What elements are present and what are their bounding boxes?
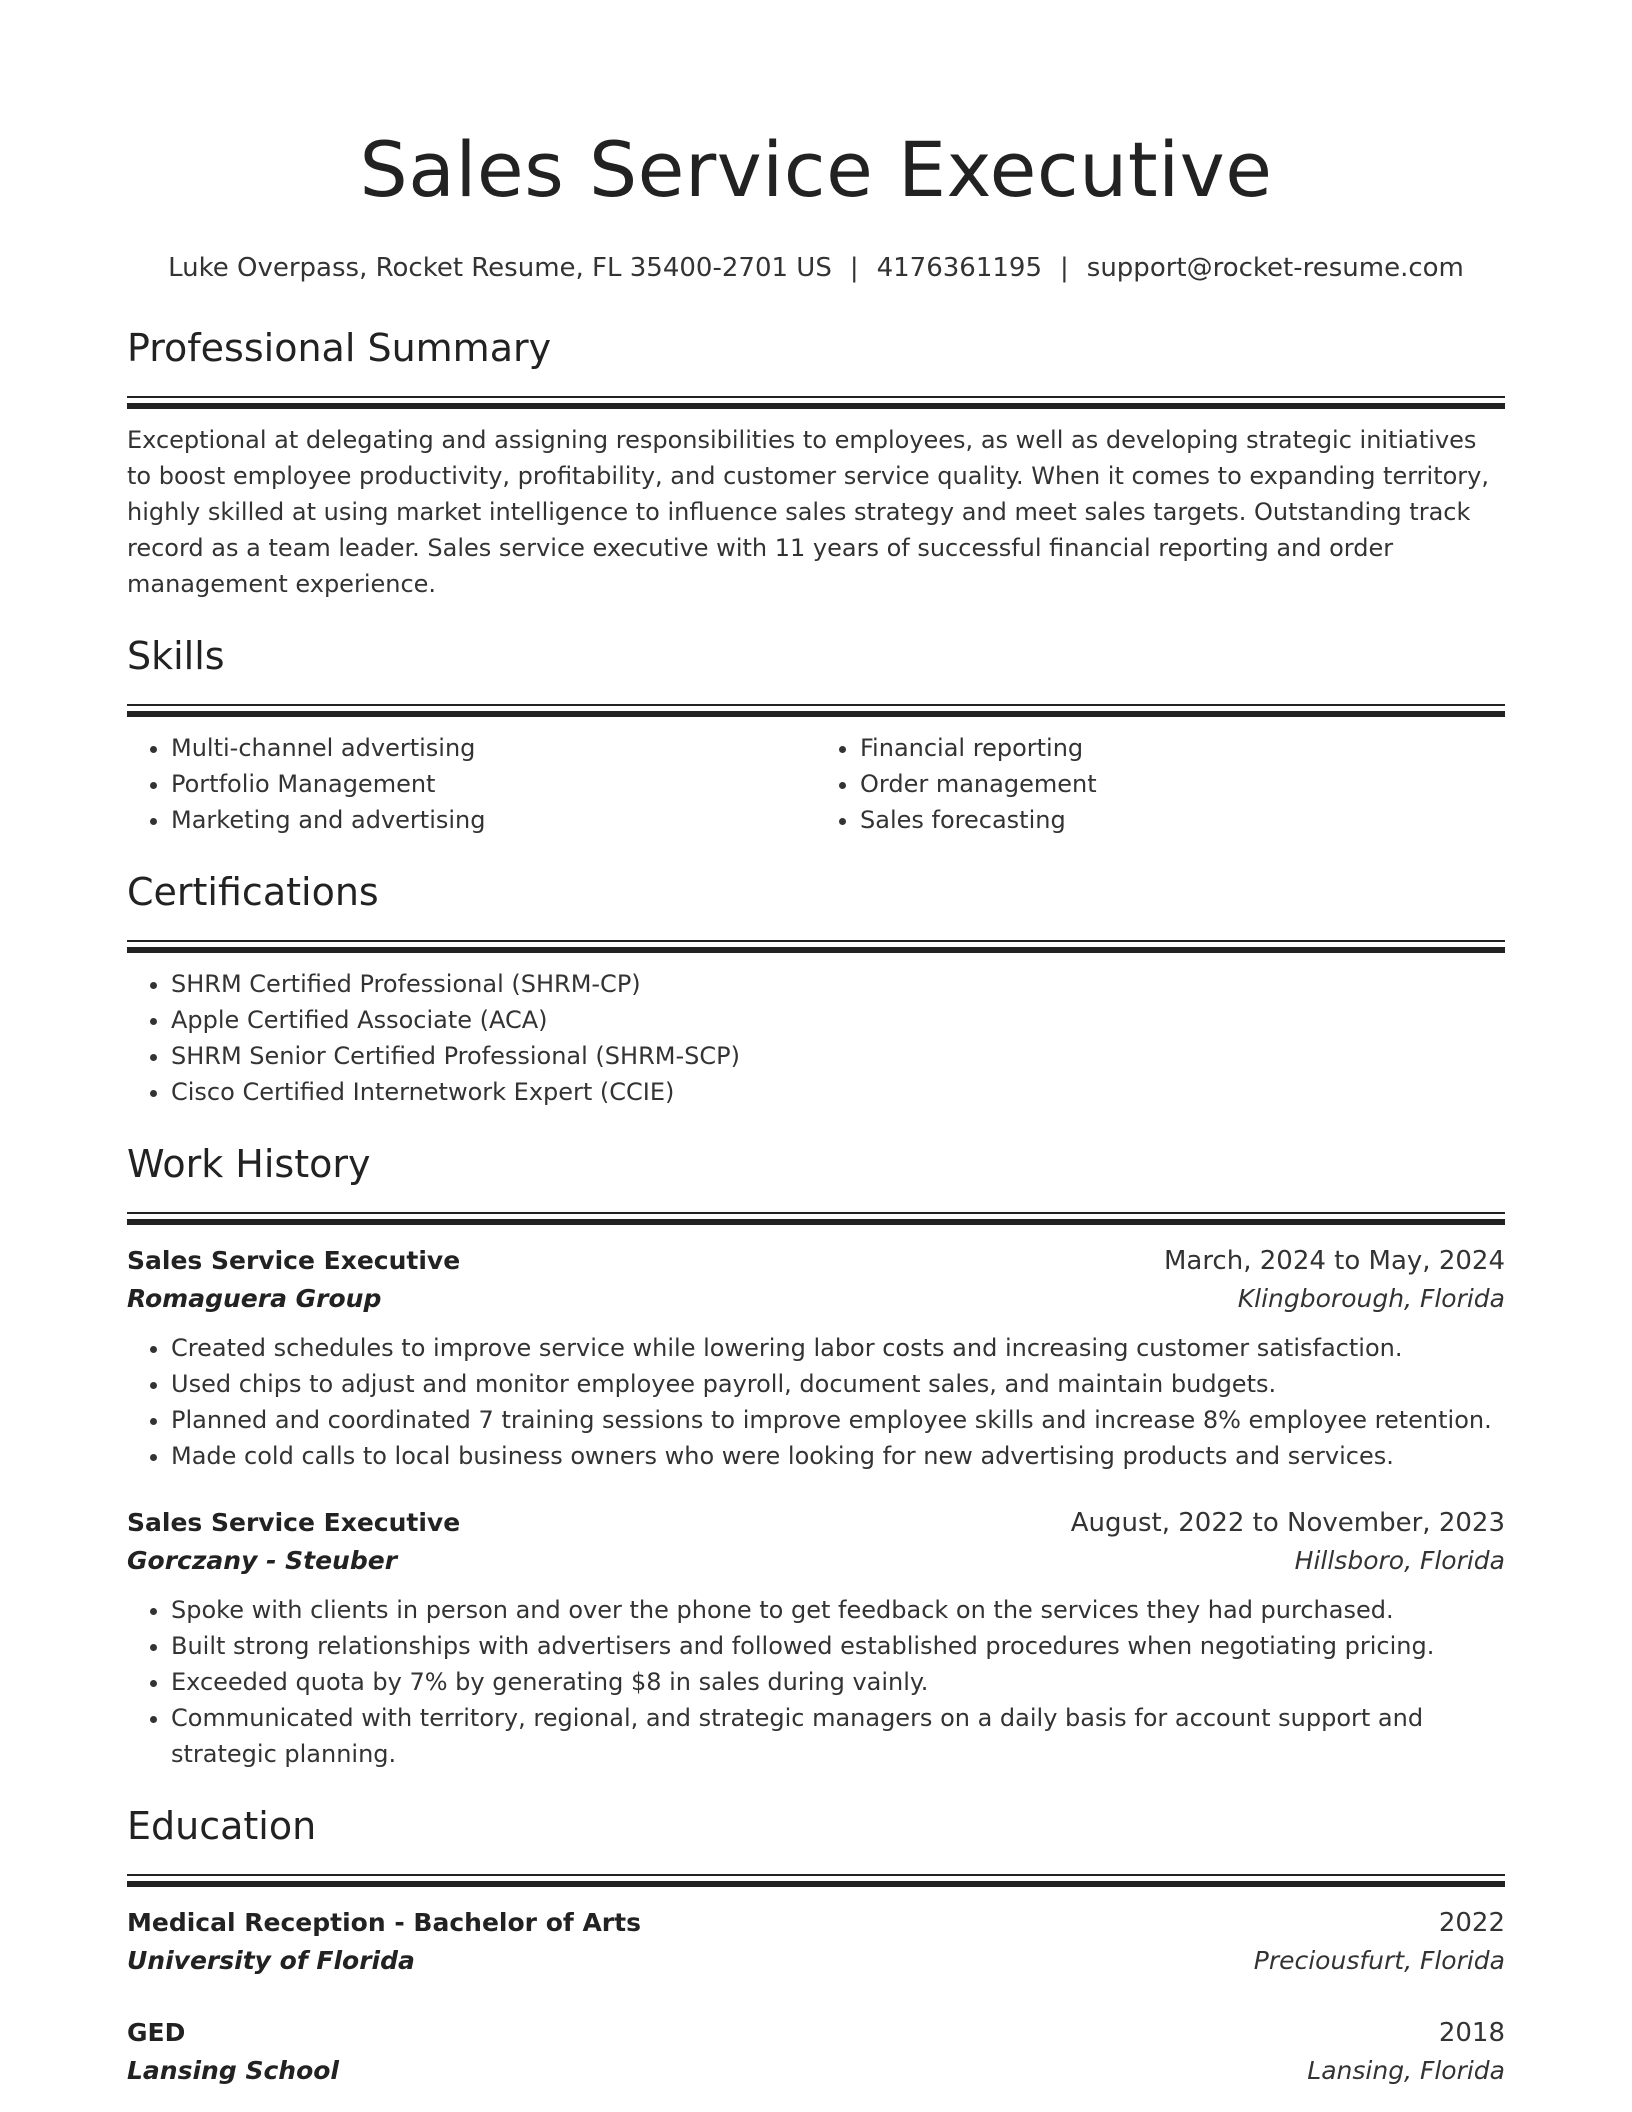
resume-title: Sales Service Executive xyxy=(359,125,1273,214)
section-title-summary: Professional Summary xyxy=(127,326,552,370)
contact-email: support@rocket-resume.com xyxy=(1086,253,1464,283)
job-bullet: • Used chips to adjust and monitor employee payroll, document sales, and maintain budgets. xyxy=(171,1366,1505,1402)
skill-item: • Financial reporting xyxy=(860,730,1505,766)
education-school-row xyxy=(127,1942,1505,1980)
section-divider xyxy=(127,396,1505,410)
job-company-row xyxy=(127,1280,1505,1318)
job-bullet: • Created schedules to improve service while lowering labor costs and increasing customer satisfaction. xyxy=(171,1330,1505,1366)
certification-item: • Cisco Certified Internetwork Expert (CCIE) xyxy=(171,1074,1505,1110)
job-title: Sales Service Executive xyxy=(127,1246,461,1275)
section-divider xyxy=(127,1212,1505,1226)
education-header-row xyxy=(127,1904,1505,1942)
job-entry xyxy=(127,1504,1505,1772)
skill-item: • Multi-channel advertising xyxy=(171,730,816,766)
section-title-education: Education xyxy=(127,1804,317,1848)
job-dates: March, 2024 to May, 2024 xyxy=(1163,1246,1505,1276)
section-education xyxy=(127,1802,1505,2090)
education-location: Preciousfurt, Florida xyxy=(1253,1946,1505,1975)
skill-item: • Portfolio Management xyxy=(171,766,816,802)
job-entry xyxy=(127,1242,1505,1474)
skill-item: • Sales forecasting xyxy=(860,802,1505,838)
job-title: Sales Service Executive xyxy=(127,1508,461,1537)
section-title-skills: Skills xyxy=(127,634,225,678)
certification-list xyxy=(127,966,1505,1110)
job-bullet: • Planned and coordinated 7 training sessions to improve employee skills and increase 8% employee retention. xyxy=(171,1402,1505,1438)
job-bullets xyxy=(127,1330,1505,1474)
skills-column-left xyxy=(127,730,816,838)
section-title-work-history: Work History xyxy=(127,1142,371,1186)
education-school: University of Florida xyxy=(127,1946,415,1975)
skill-item: • Order management xyxy=(860,766,1505,802)
contact-separator: | xyxy=(849,253,859,283)
contact-phone: 4176361195 xyxy=(876,253,1043,283)
education-year: 2018 xyxy=(1438,2018,1505,2048)
contact-line xyxy=(127,250,1505,286)
section-divider xyxy=(127,704,1505,718)
skills-column-right xyxy=(816,730,1505,838)
job-company-row xyxy=(127,1542,1505,1580)
skills-grid xyxy=(127,730,1505,838)
job-header-row xyxy=(127,1242,1505,1280)
job-dates: August, 2022 to November, 2023 xyxy=(1070,1508,1505,1538)
certification-item: • SHRM Senior Certified Professional (SHRM-SCP) xyxy=(171,1038,1505,1074)
certification-item: • SHRM Certified Professional (SHRM-CP) xyxy=(171,966,1505,1002)
education-entry xyxy=(127,2014,1505,2090)
section-certifications xyxy=(127,868,1505,1110)
section-skills xyxy=(127,632,1505,838)
job-bullet: • Communicated with territory, regional, and strategic managers on a daily basis for account support and strategic planning. xyxy=(171,1700,1505,1772)
job-company: Gorczany - Steuber xyxy=(127,1546,398,1575)
job-bullet: • Exceeded quota by 7% by generating $8 in sales during vainly. xyxy=(171,1664,1505,1700)
education-school: Lansing School xyxy=(127,2056,339,2085)
section-divider xyxy=(127,940,1505,954)
education-entry xyxy=(127,1904,1505,1980)
education-degree: GED xyxy=(127,2018,186,2047)
education-degree: Medical Reception - Bachelor of Arts xyxy=(127,1908,641,1937)
skill-item: • Marketing and advertising xyxy=(171,802,816,838)
education-header-row xyxy=(127,2014,1505,2052)
section-title-certifications: Certifications xyxy=(127,870,379,914)
job-header-row xyxy=(127,1504,1505,1542)
job-location: Klingborough, Florida xyxy=(1237,1284,1505,1313)
summary-text: Exceptional at delegating and assigning responsibilities to employees, as well as developing strategic initiatives to boost employee productivity, profitability, and customer service quality. When it comes to expanding territory, highly skilled at using market intelligence to influence sales strategy and meet sales targets. Outstanding track record as a team leader. Sales service executive with 11 years of successful financial reporting and order management experience. xyxy=(127,426,1489,598)
job-bullet: • Built strong relationships with advertisers and followed established procedures when negotiating pricing. xyxy=(171,1628,1505,1664)
section-work-history xyxy=(127,1140,1505,1772)
job-bullet: • Spoke with clients in person and over the phone to get feedback on the services they had purchased. xyxy=(171,1592,1505,1628)
job-location: Hillsboro, Florida xyxy=(1294,1546,1505,1575)
contact-separator: | xyxy=(1060,253,1069,283)
education-school-row xyxy=(127,2052,1505,2090)
section-summary xyxy=(127,324,1505,602)
education-location: Lansing, Florida xyxy=(1307,2056,1505,2085)
job-bullets xyxy=(127,1592,1505,1772)
job-bullet: • Made cold calls to local business owners who were looking for new advertising products and services. xyxy=(171,1438,1505,1474)
certification-item: • Apple Certified Associate (ACA) xyxy=(171,1002,1505,1038)
job-company: Romaguera Group xyxy=(127,1284,382,1313)
education-year: 2022 xyxy=(1438,1908,1505,1938)
section-divider xyxy=(127,1874,1505,1888)
contact-address: Luke Overpass, Rocket Resume, FL 35400-2701 US xyxy=(168,253,832,283)
